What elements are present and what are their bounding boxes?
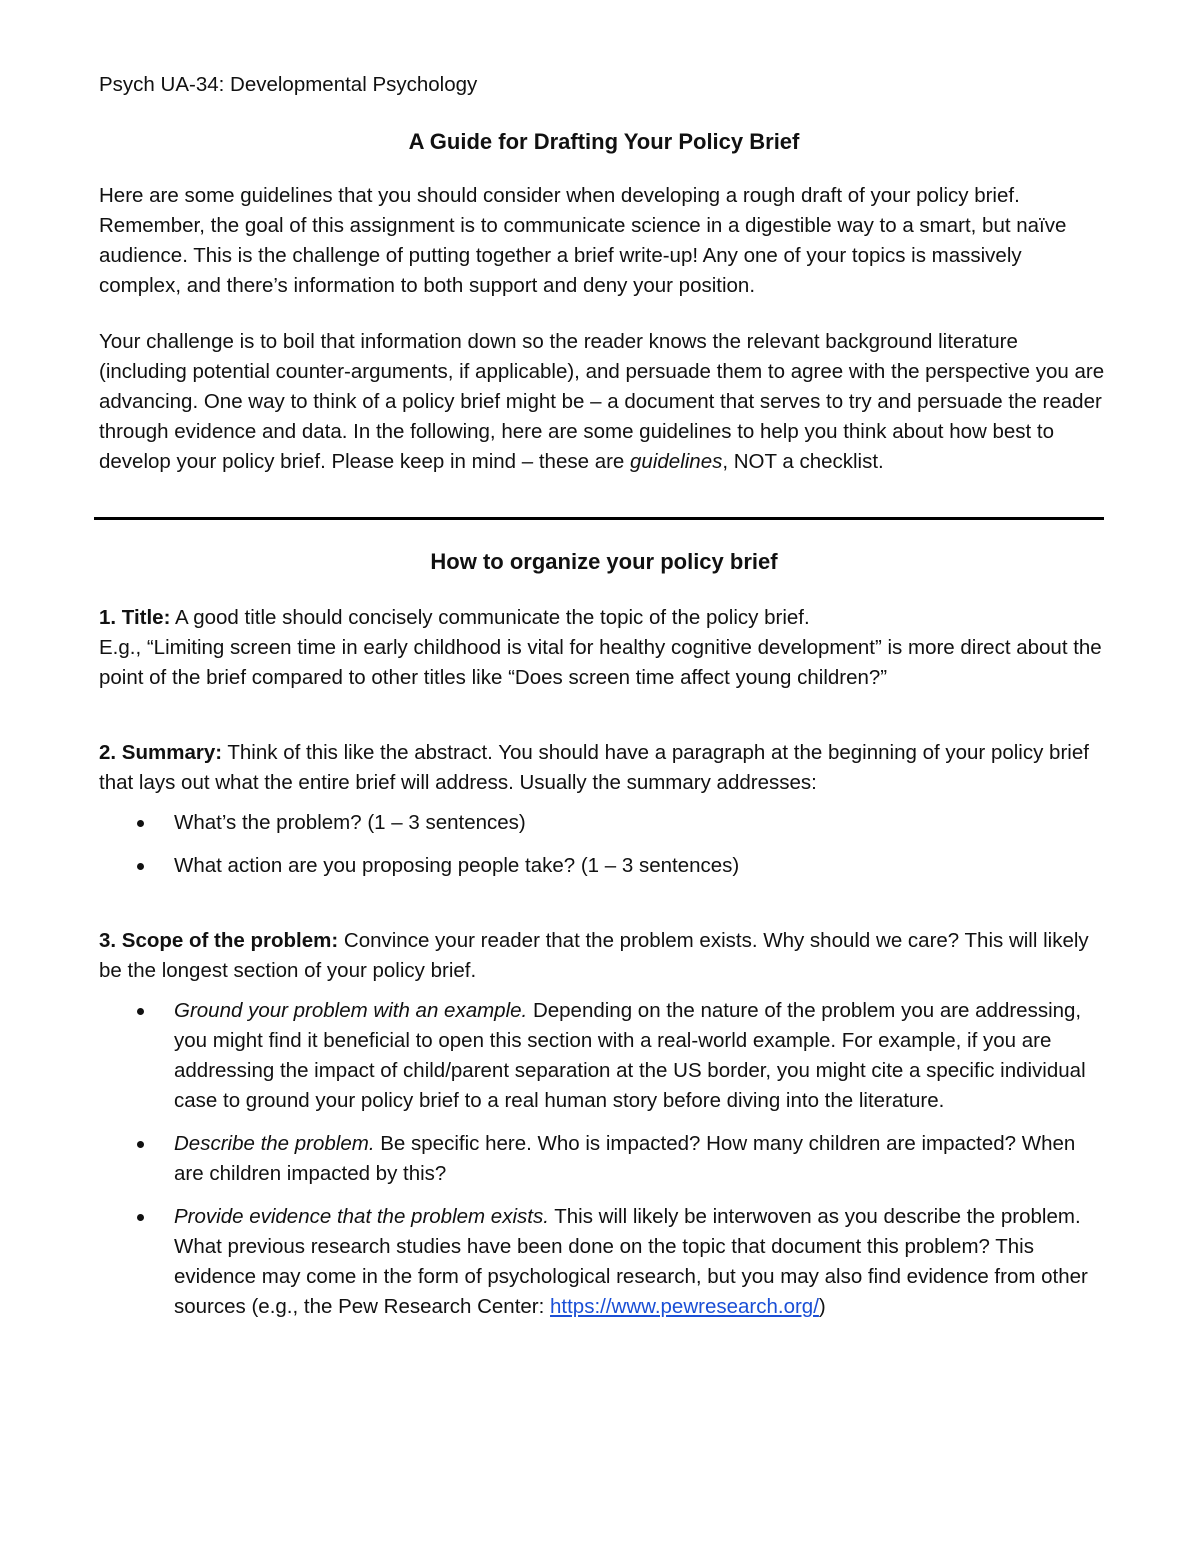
scope-bullet-text: This will likely be interwoven as you describe the problem. What previous research studies have been done on the topic that document this problem? This evidence may come in the form of psychological research, but you may also find evidence from other sources (e.g., the Pew Research Center:	[174, 1205, 1088, 1318]
document-page	[99, 70, 1109, 1367]
list-item	[99, 808, 1109, 838]
item-title-description: A good title should concisely communicate the topic of the policy brief.	[170, 606, 810, 629]
bullet-icon	[137, 1214, 144, 1221]
item-scope-label: 3. Scope of the problem:	[99, 929, 339, 952]
intro-paragraph-1: Here are some guidelines that you should consider when developing a rough draft of your policy brief. Remember, the goal of this assignment is to communicate science in a digestible way to a smart, but naïve audience. This is the challenge of putting together a brief write-up! Any one of your topics is massively complex, and there’s information to both support and deny your position.	[99, 184, 1067, 297]
item-title-label: 1. Title:	[99, 606, 171, 629]
scope-bullet-lead: Describe the problem.	[174, 1132, 375, 1155]
intro-paragraph-2	[99, 327, 1109, 477]
item-summary-text	[99, 738, 1109, 798]
scope-bullet-text: Depending on the nature of the problem you are addressing, you might find it beneficial to open this section with a real-world example. For example, if you are addressing the impact of child/parent separation at the US border, you might cite a specific individual case to ground your policy brief to a real human story before diving into the literature.	[174, 999, 1086, 1112]
list-item	[99, 1129, 1109, 1189]
item-title-text	[99, 603, 1109, 633]
item-summary-label: 2. Summary:	[99, 741, 223, 764]
bullet-icon	[137, 820, 144, 827]
horizontal-divider	[94, 517, 1104, 520]
document-title: A Guide for Drafting Your Policy Brief	[408, 129, 800, 154]
intro-p2-emphasis: guidelines	[630, 450, 723, 473]
pew-research-link[interactable]: https://www.pewresearch.org/	[550, 1295, 819, 1318]
bullet-icon	[137, 1141, 144, 1148]
summary-bullet-text: What action are you proposing people take? (1 – 3 sentences)	[174, 854, 740, 877]
intro-p2-tail: , NOT a checklist.	[722, 450, 884, 473]
bullet-icon	[137, 863, 144, 870]
item-scope-description: Convince your reader that the problem exists. Why should we care? This will likely be the longest section of your policy brief.	[99, 929, 1089, 982]
item-scope	[99, 926, 1109, 1322]
summary-bullet-text: What’s the problem? (1 – 3 sentences)	[174, 811, 526, 834]
item-title	[99, 603, 1109, 693]
course-header: Psych UA-34: Developmental Psychology	[99, 73, 478, 96]
item-scope-text	[99, 926, 1109, 986]
scope-bullet-text: Be specific here. Who is impacted? How many children are impacted? When are children impacted by this?	[174, 1132, 1076, 1185]
summary-bullet-list	[99, 808, 1109, 881]
scope-bullet-list	[99, 996, 1109, 1322]
bullet-icon	[137, 1008, 144, 1015]
list-item	[99, 1202, 1109, 1322]
item-summary	[99, 738, 1109, 881]
scope-bullet-lead: Ground your problem with an example.	[174, 999, 528, 1022]
scope-bullet-tail: )	[818, 1295, 826, 1318]
intro-p2-text: Your challenge is to boil that information down so the reader knows the relevant background literature (including potential counter-arguments, if applicable), and persuade them to agree with the perspective you are advancing. One way to think of a policy brief might be – a document that serves to try and persuade the reader through evidence and data. In the following, here are some guidelines to help you think about how best to develop your policy brief. Please keep in mind – these are	[99, 330, 1105, 473]
section-title: How to organize your policy brief	[430, 549, 778, 574]
list-item	[99, 996, 1109, 1116]
item-summary-description: Think of this like the abstract. You should have a paragraph at the beginning of your policy brief that lays out what the entire brief will address. Usually the summary addresses:	[99, 741, 1089, 794]
scope-bullet-lead: Provide evidence that the problem exists.	[174, 1205, 549, 1228]
list-item	[99, 851, 1109, 881]
item-title-example: E.g., “Limiting screen time in early childhood is vital for healthy cognitive development” is more direct about the point of the brief compared to other titles like “Does screen time affect young children?”	[99, 636, 1102, 689]
